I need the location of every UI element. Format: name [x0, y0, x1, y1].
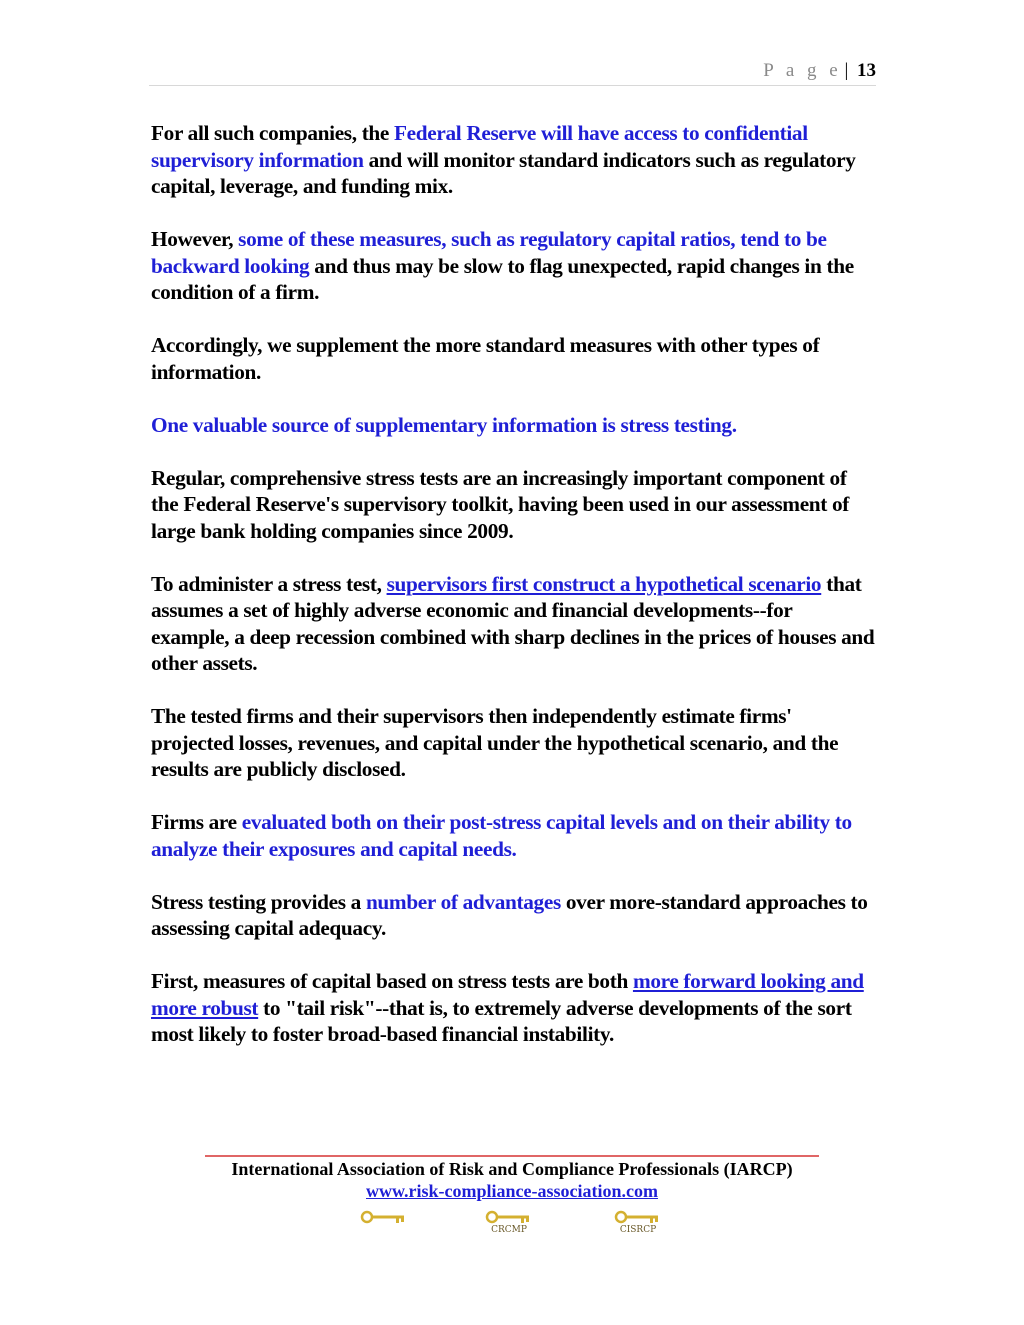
paragraph — [151, 226, 875, 306]
key-icon — [360, 1210, 408, 1226]
key-logo-3 — [614, 1210, 662, 1238]
inline-link[interactable]: more forward looking and more robust — [151, 969, 864, 1020]
body-text: Stress testing provides a — [151, 889, 366, 914]
highlighted-text: Federal Reserve will have access to confidential supervisory information — [151, 121, 808, 172]
paragraph — [151, 465, 875, 545]
highlighted-text: number of advantages — [365, 889, 561, 914]
body-text: For all such companies, the — [151, 121, 395, 145]
body-text: Accordingly, we supplement the more standard measures with other types of information. — [151, 333, 820, 384]
logo-label-2: CRCMP — [491, 1225, 527, 1235]
footer-organization: International Association of Risk and Compliance Professionals (IARCP) — [231, 1159, 793, 1179]
body-text: that assumes a set of highly adverse economic and financial developments--for example, a deep recession combined with sharp declines in the prices of houses and other assets. — [151, 571, 875, 675]
body-text: First, measures of capital based on stress tests are both — [151, 969, 633, 993]
paragraph — [151, 120, 875, 200]
paragraph — [151, 889, 875, 942]
footer-website-link[interactable]: www.risk-compliance-association.com — [366, 1181, 658, 1201]
highlighted-text: some of these measures, such as regulatory capital ratios, tend to be backward looking — [151, 227, 827, 278]
body-text: and thus may be slow to flag unexpected, rapid changes in the condition of a firm. — [151, 253, 854, 304]
key-icon — [485, 1210, 533, 1226]
body-text: To administer a stress test, — [151, 571, 387, 596]
highlighted-text: evaluated both on their post-stress capital levels and on their ability to analyze their exposures and capital needs. — [151, 810, 852, 861]
body-text: to "tail risk"--that is, to extremely adverse developments of the sort most likely to foster broad-based financial instability. — [151, 995, 852, 1046]
document-body — [151, 120, 875, 1074]
logo-label-3: CISRCP — [619, 1225, 657, 1235]
highlighted-text: One valuable source of supplementary information is stress testing. — [151, 412, 737, 437]
inline-link[interactable]: supervisors first construct a hypothetical scenario — [386, 571, 822, 596]
body-text: over more-standard approaches to assessing capital adequacy. — [151, 889, 868, 940]
page-header — [149, 60, 876, 86]
key-logo-1 — [360, 1210, 408, 1238]
paragraph — [151, 332, 875, 385]
body-text: Firms are — [151, 810, 242, 834]
footer-divider — [205, 1155, 819, 1157]
page-separator: | — [844, 60, 849, 81]
body-text: Regular, comprehensive stress tests are an increasingly important component of the Federal Reserve's supervisory toolkit, having been used in our assessment of large bank holding companies since 2009. — [151, 465, 850, 543]
paragraph — [151, 412, 875, 439]
paragraph — [151, 809, 875, 862]
page-label: P a g e — [763, 60, 842, 81]
body-text: However, — [151, 227, 239, 251]
key-logo-2 — [485, 1210, 533, 1238]
paragraph — [151, 968, 875, 1048]
footer-logos — [0, 1210, 1024, 1240]
body-text: The tested firms and their supervisors then independently estimate firms' projected losses, revenues, and capital under the hypothetical scenario, and the results are publicly disclosed. — [151, 704, 839, 781]
paragraph — [151, 703, 875, 783]
page-number: 13 — [857, 60, 876, 81]
paragraph — [151, 571, 875, 677]
key-icon — [614, 1210, 662, 1226]
body-text: and will monitor standard indicators such as regulatory capital, leverage, and funding mix. — [151, 147, 856, 198]
